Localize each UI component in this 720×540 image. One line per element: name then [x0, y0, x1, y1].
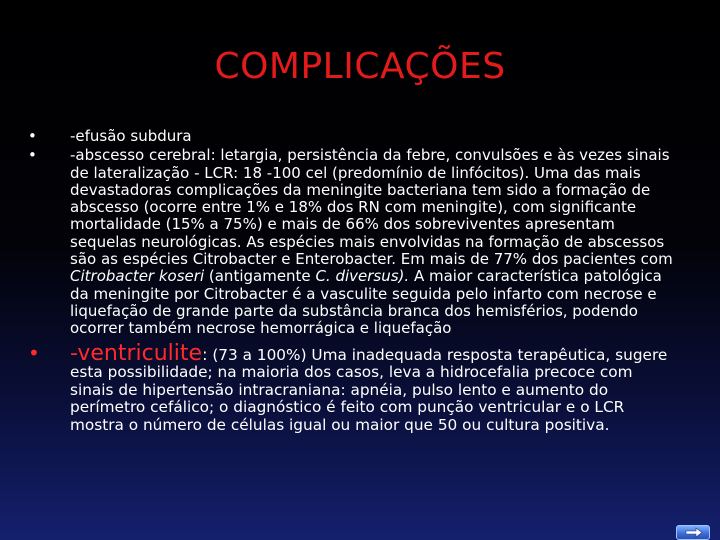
- bullet-item: [28, 340, 678, 435]
- bullet-item: [28, 147, 678, 337]
- bullet-dot: •: [28, 127, 37, 145]
- bullet-text: (antigamente: [204, 267, 316, 286]
- bullet-text: -abscesso cerebral: letargia, persistência da febre, convulsões e às vezes sinais de lateralização - LCR: 18 -100 cel (predomínio de linfócitos). Uma das mais devastadoras complicações da meningite bacteriana tem sido a formação de abscesso (ocorre entre 1% e 18% dos RN com meningite), com significante mortalidade (15% a 75%) e mais de 66% dos sobreviventes apresentam sequelas neurológicas. As espécies mais envolvidas na formação de abscessos são as espécies Citrobacter e Enterobacter. Em mais de 77% dos pacientes com: [70, 146, 673, 269]
- bullet-italic-text: Citrobacter koseri: [70, 267, 205, 286]
- next-slide-button[interactable]: [676, 525, 710, 540]
- bullet-highlight: -ventriculite: [70, 340, 203, 366]
- bullet-dot: •: [28, 146, 37, 165]
- bullet-list: [28, 128, 678, 435]
- bullet-text: (73 a 100%) Uma inadequada resposta terapêutica, sugere esta possibilidade; na maioria dos casos, leva a hidrocefalia precoce com sinais de hipertensão intracraniana: apnéia, pulso lento e aumento do perímetro cefálico; o diagnóstico é feito com punção ventricular e o LCR mostra o número de células igual ou maior que 50 ou cultura positiva.: [70, 345, 668, 434]
- right-arrow-icon: [685, 527, 703, 538]
- slide-title: COMPLICAÇÕES: [214, 46, 506, 87]
- bullet-highlight-colon: :: [202, 344, 208, 364]
- bullet-text: A maior característica patológica da meningite por Citrobacter é a vasculite seguida pelo infarto com necrose e liquefação de grande parte da substância branca dos hemisférios, podendo ocorrer também necrose hemorrágica e liquefação: [70, 267, 662, 338]
- bullet-dot: •: [28, 340, 40, 365]
- bullet-text: -efusão subdura: [70, 127, 192, 145]
- bullet-italic-text: C. diversus).: [315, 267, 410, 286]
- bullet-item: [28, 128, 678, 145]
